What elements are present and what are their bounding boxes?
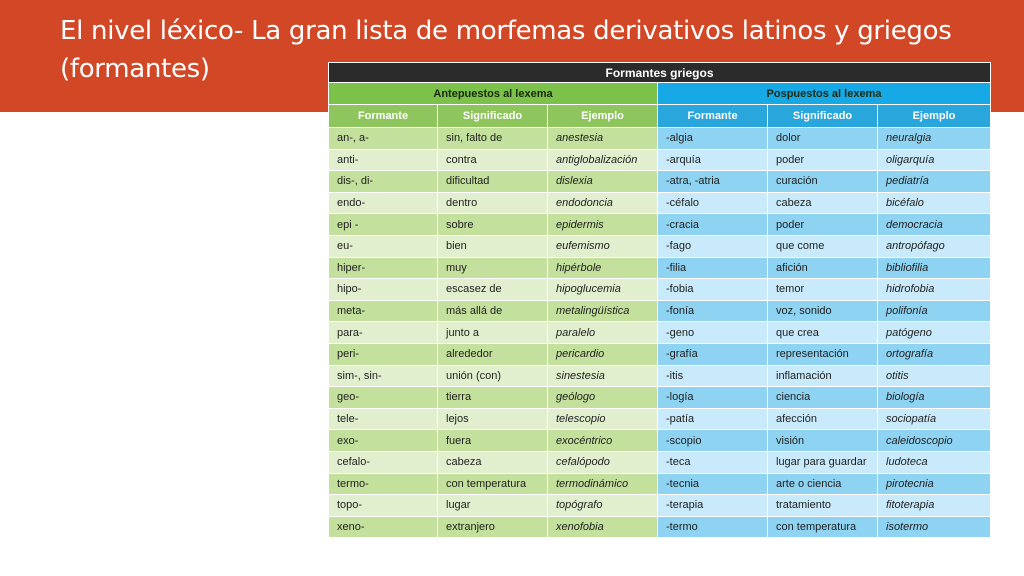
table-row — [329, 365, 991, 387]
cell-significado-ante: contra — [438, 149, 548, 171]
cell-ejemplo-ante: eufemismo — [548, 235, 658, 257]
table-title: Formantes griegos — [329, 63, 991, 83]
cell-significado-ante: lugar — [438, 495, 548, 517]
table-row — [329, 451, 991, 473]
table-row — [329, 473, 991, 495]
cell-ejemplo-ante: anestesia — [548, 128, 658, 150]
cell-significado-ante: muy — [438, 257, 548, 279]
cell-formante-ante: hipo- — [329, 279, 438, 301]
cell-ejemplo-pos: democracia — [878, 214, 991, 236]
cell-significado-pos: poder — [768, 214, 878, 236]
cell-formante-pos: -grafía — [658, 343, 768, 365]
cell-ejemplo-pos: hidrofobia — [878, 279, 991, 301]
cell-ejemplo-pos: neuralgia — [878, 128, 991, 150]
cell-ejemplo-ante: antiglobalización — [548, 149, 658, 171]
cell-formante-ante: meta- — [329, 300, 438, 322]
column-header-formante-left: Formante — [329, 105, 438, 128]
cell-significado-pos: visión — [768, 430, 878, 452]
cell-ejemplo-pos: oligarquía — [878, 149, 991, 171]
cell-ejemplo-pos: antropófago — [878, 235, 991, 257]
cell-formante-pos: -atra, -atria — [658, 171, 768, 193]
cell-significado-pos: tratamiento — [768, 495, 878, 517]
cell-significado-ante: fuera — [438, 430, 548, 452]
cell-significado-pos: que crea — [768, 322, 878, 344]
cell-ejemplo-ante: endodoncia — [548, 192, 658, 214]
cell-ejemplo-ante: topógrafo — [548, 495, 658, 517]
table-row — [329, 343, 991, 365]
cell-formante-pos: -termo — [658, 516, 768, 538]
cell-ejemplo-ante: exocéntrico — [548, 430, 658, 452]
cell-formante-pos: -filia — [658, 257, 768, 279]
cell-formante-pos: -itis — [658, 365, 768, 387]
cell-ejemplo-pos: caleidoscopio — [878, 430, 991, 452]
cell-formante-ante: anti- — [329, 149, 438, 171]
cell-formante-ante: dis-, di- — [329, 171, 438, 193]
cell-formante-pos: -cracia — [658, 214, 768, 236]
cell-significado-pos: representación — [768, 343, 878, 365]
cell-formante-ante: termo- — [329, 473, 438, 495]
cell-formante-pos: -scopio — [658, 430, 768, 452]
column-header-ejemplo-left: Ejemplo — [548, 105, 658, 128]
cell-ejemplo-pos: patógeno — [878, 322, 991, 344]
cell-formante-ante: sim-, sin- — [329, 365, 438, 387]
cell-formante-pos: -algia — [658, 128, 768, 150]
formantes-table-image — [328, 62, 990, 538]
column-header-significado-right: Significado — [768, 105, 878, 128]
cell-significado-ante: tierra — [438, 387, 548, 409]
cell-formante-ante: an-, a- — [329, 128, 438, 150]
cell-significado-ante: más allá de — [438, 300, 548, 322]
table-row — [329, 516, 991, 538]
cell-ejemplo-pos: bibliofilia — [878, 257, 991, 279]
cell-ejemplo-pos: polifonía — [878, 300, 991, 322]
cell-formante-ante: peri- — [329, 343, 438, 365]
cell-significado-ante: dentro — [438, 192, 548, 214]
slide-title: El nivel léxico- La gran lista de morfemas derivativos latinos y griegos (formantes) — [60, 16, 952, 84]
cell-significado-pos: afección — [768, 408, 878, 430]
cell-significado-ante: extranjero — [438, 516, 548, 538]
cell-significado-ante: unión (con) — [438, 365, 548, 387]
column-header-formante-right: Formante — [658, 105, 768, 128]
cell-significado-pos: arte o ciencia — [768, 473, 878, 495]
cell-significado-ante: dificultad — [438, 171, 548, 193]
cell-significado-pos: que come — [768, 235, 878, 257]
cell-ejemplo-ante: pericardio — [548, 343, 658, 365]
cell-ejemplo-ante: hipérbole — [548, 257, 658, 279]
cell-formante-pos: -fago — [658, 235, 768, 257]
cell-ejemplo-ante: paralelo — [548, 322, 658, 344]
cell-ejemplo-ante: termodinámico — [548, 473, 658, 495]
table-row — [329, 279, 991, 301]
cell-ejemplo-ante: geólogo — [548, 387, 658, 409]
table-row — [329, 128, 991, 150]
table-row — [329, 300, 991, 322]
cell-significado-ante: cabeza — [438, 451, 548, 473]
cell-significado-pos: inflamación — [768, 365, 878, 387]
cell-formante-pos: -tecnia — [658, 473, 768, 495]
cell-formante-ante: hiper- — [329, 257, 438, 279]
cell-significado-pos: lugar para guardar — [768, 451, 878, 473]
cell-formante-pos: -arquía — [658, 149, 768, 171]
table-row — [329, 192, 991, 214]
table-row — [329, 214, 991, 236]
cell-ejemplo-ante: metalingüística — [548, 300, 658, 322]
column-header-significado-left: Significado — [438, 105, 548, 128]
cell-significado-ante: alrededor — [438, 343, 548, 365]
cell-formante-ante: xeno- — [329, 516, 438, 538]
cell-ejemplo-ante: sinestesia — [548, 365, 658, 387]
table-row — [329, 149, 991, 171]
cell-ejemplo-pos: isotermo — [878, 516, 991, 538]
group-header-pospuestos: Pospuestos al lexema — [658, 83, 991, 105]
cell-significado-pos: ciencia — [768, 387, 878, 409]
cell-formante-pos: -fobia — [658, 279, 768, 301]
cell-significado-ante: sin, falto de — [438, 128, 548, 150]
cell-formante-pos: -geno — [658, 322, 768, 344]
cell-ejemplo-pos: ludoteca — [878, 451, 991, 473]
cell-formante-ante: epi - — [329, 214, 438, 236]
table-row — [329, 257, 991, 279]
cell-significado-pos: poder — [768, 149, 878, 171]
cell-ejemplo-ante: cefalópodo — [548, 451, 658, 473]
cell-ejemplo-pos: biología — [878, 387, 991, 409]
cell-significado-pos: con temperatura — [768, 516, 878, 538]
cell-ejemplo-pos: fitoterapia — [878, 495, 991, 517]
cell-formante-ante: eu- — [329, 235, 438, 257]
cell-ejemplo-pos: ortografía — [878, 343, 991, 365]
cell-formante-ante: tele- — [329, 408, 438, 430]
cell-ejemplo-ante: telescopio — [548, 408, 658, 430]
cell-significado-ante: escasez de — [438, 279, 548, 301]
cell-formante-pos: -logía — [658, 387, 768, 409]
cell-formante-pos: -fonía — [658, 300, 768, 322]
cell-ejemplo-ante: hipoglucemia — [548, 279, 658, 301]
cell-ejemplo-pos: pirotecnia — [878, 473, 991, 495]
cell-formante-pos: -terapia — [658, 495, 768, 517]
cell-formante-ante: exo- — [329, 430, 438, 452]
cell-formante-pos: -céfalo — [658, 192, 768, 214]
group-header-antepuestos: Antepuestos al lexema — [329, 83, 658, 105]
table-body — [329, 128, 991, 538]
cell-ejemplo-ante: epidermis — [548, 214, 658, 236]
formantes-table — [328, 62, 991, 538]
table-row — [329, 387, 991, 409]
table-row — [329, 495, 991, 517]
table-row — [329, 430, 991, 452]
table-row — [329, 322, 991, 344]
cell-ejemplo-ante: dislexia — [548, 171, 658, 193]
cell-formante-ante: endo- — [329, 192, 438, 214]
cell-ejemplo-pos: bicéfalo — [878, 192, 991, 214]
cell-ejemplo-pos: pediatría — [878, 171, 991, 193]
cell-significado-pos: afición — [768, 257, 878, 279]
cell-formante-ante: cefalo- — [329, 451, 438, 473]
cell-significado-pos: curación — [768, 171, 878, 193]
cell-significado-ante: junto a — [438, 322, 548, 344]
table-row — [329, 408, 991, 430]
cell-significado-pos: temor — [768, 279, 878, 301]
cell-formante-ante: topo- — [329, 495, 438, 517]
cell-significado-ante: sobre — [438, 214, 548, 236]
cell-ejemplo-ante: xenofobia — [548, 516, 658, 538]
cell-ejemplo-pos: sociopatía — [878, 408, 991, 430]
table-row — [329, 235, 991, 257]
column-header-ejemplo-right: Ejemplo — [878, 105, 991, 128]
cell-formante-ante: geo- — [329, 387, 438, 409]
cell-significado-ante: lejos — [438, 408, 548, 430]
cell-formante-pos: -teca — [658, 451, 768, 473]
table-row — [329, 171, 991, 193]
cell-formante-pos: -patía — [658, 408, 768, 430]
cell-formante-ante: para- — [329, 322, 438, 344]
cell-significado-ante: con temperatura — [438, 473, 548, 495]
cell-ejemplo-pos: otitis — [878, 365, 991, 387]
cell-significado-ante: bien — [438, 235, 548, 257]
cell-significado-pos: cabeza — [768, 192, 878, 214]
cell-significado-pos: dolor — [768, 128, 878, 150]
cell-significado-pos: voz, sonido — [768, 300, 878, 322]
